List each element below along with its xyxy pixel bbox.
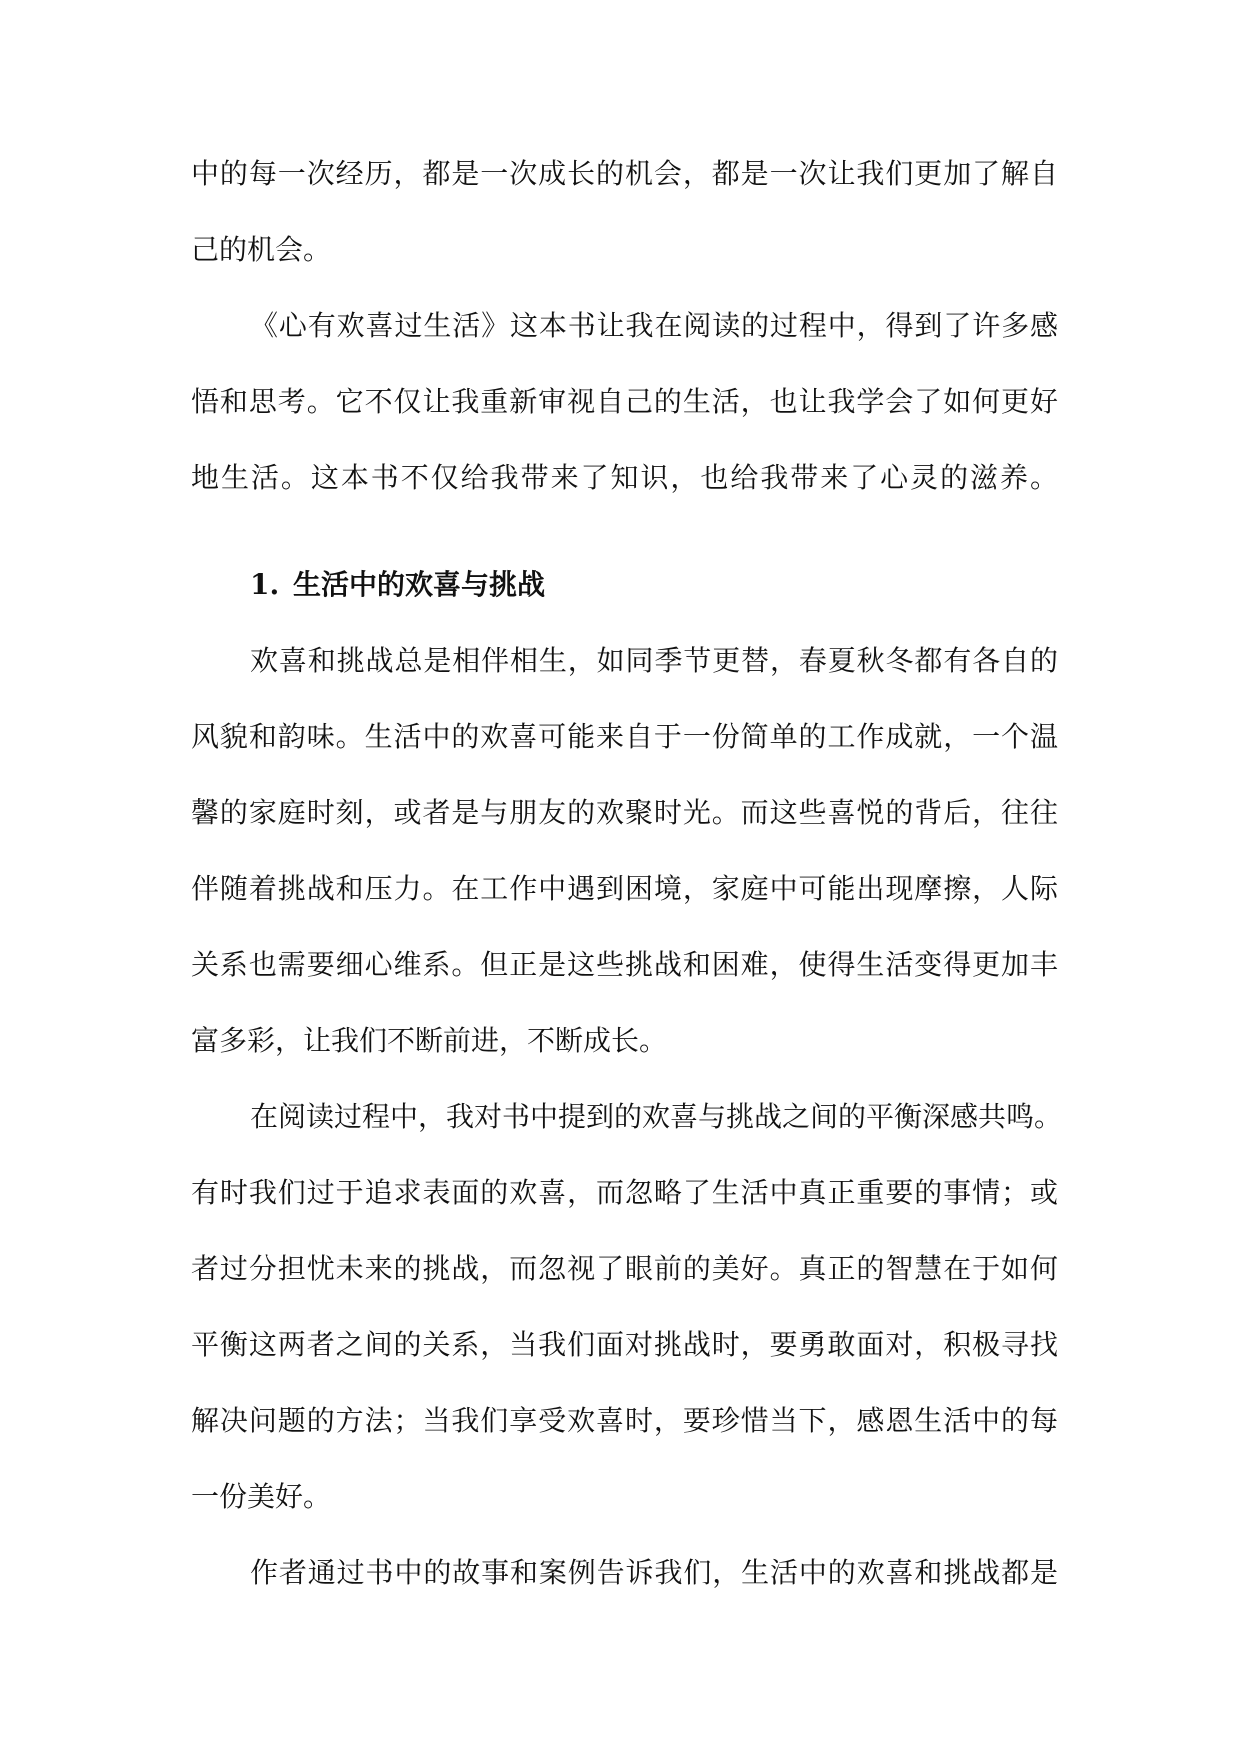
paragraph-line: 欢喜和挑战总是相伴相生，如同季节更替，春夏秋冬都有各自的 <box>250 644 1058 677</box>
paragraph-line: 中的每一次经历，都是一次成长的机会，都是一次让我们更加了解自 <box>191 157 1058 190</box>
document-page <box>191 136 1063 1611</box>
paragraph-line: 关系也需要细心维系。但正是这些挑战和困难，使得生活变得更加丰 <box>191 948 1058 981</box>
paragraph-line: 己的机会。 <box>191 233 332 266</box>
paragraph-book-reflection <box>191 288 1058 516</box>
paragraph-joy-and-challenge <box>191 623 1058 1079</box>
paragraph-line: 在阅读过程中，我对书中提到的欢喜与挑战之间的平衡深感共鸣。 <box>250 1100 1063 1133</box>
paragraph-line: 悟和思考。它不仅让我重新审视自己的生活，也让我学会了如何更好 <box>191 385 1058 418</box>
paragraph-line: 者过分担忧未来的挑战，而忽视了眼前的美好。真正的智慧在于如何 <box>191 1252 1058 1285</box>
section-heading <box>191 547 1058 623</box>
paragraph-line: 解决问题的方法；当我们享受欢喜时，要珍惜当下，感恩生活中的每 <box>191 1404 1058 1437</box>
paragraph-line: 风貌和韵味。生活中的欢喜可能来自于一份简单的工作成就，一个温 <box>191 720 1058 753</box>
paragraph-line: 一份美好。 <box>191 1480 332 1513</box>
paragraph-line: 作者通过书中的故事和案例告诉我们，生活中的欢喜和挑战都是 <box>250 1556 1058 1589</box>
paragraph-line: 有时我们过于追求表面的欢喜，而忽略了生活中真正重要的事情；或 <box>191 1176 1058 1209</box>
section-title: 生活中的欢喜与挑战 <box>293 568 546 601</box>
paragraph-line: 富多彩，让我们不断前进，不断成长。 <box>191 1024 668 1057</box>
paragraph-continuation <box>191 136 1058 288</box>
paragraph-balance <box>191 1079 1063 1535</box>
paragraph-line: 地生活。这本书不仅给我带来了知识，也给我带来了心灵的滋养。 <box>191 461 1058 494</box>
paragraph-author-stories <box>191 1535 1058 1611</box>
paragraph-line: 《心有欢喜过生活》这本书让我在阅读的过程中，得到了许多感 <box>250 309 1058 342</box>
paragraph-line: 平衡这两者之间的关系，当我们面对挑战时，要勇敢面对，积极寻找 <box>191 1328 1058 1361</box>
paragraph-line: 馨的家庭时刻，或者是与朋友的欢聚时光。而这些喜悦的背后，往往 <box>191 796 1058 829</box>
paragraph-line: 伴随着挑战和压力。在工作中遇到困境，家庭中可能出现摩擦，人际 <box>191 872 1058 905</box>
section-number: 1. <box>250 568 280 601</box>
